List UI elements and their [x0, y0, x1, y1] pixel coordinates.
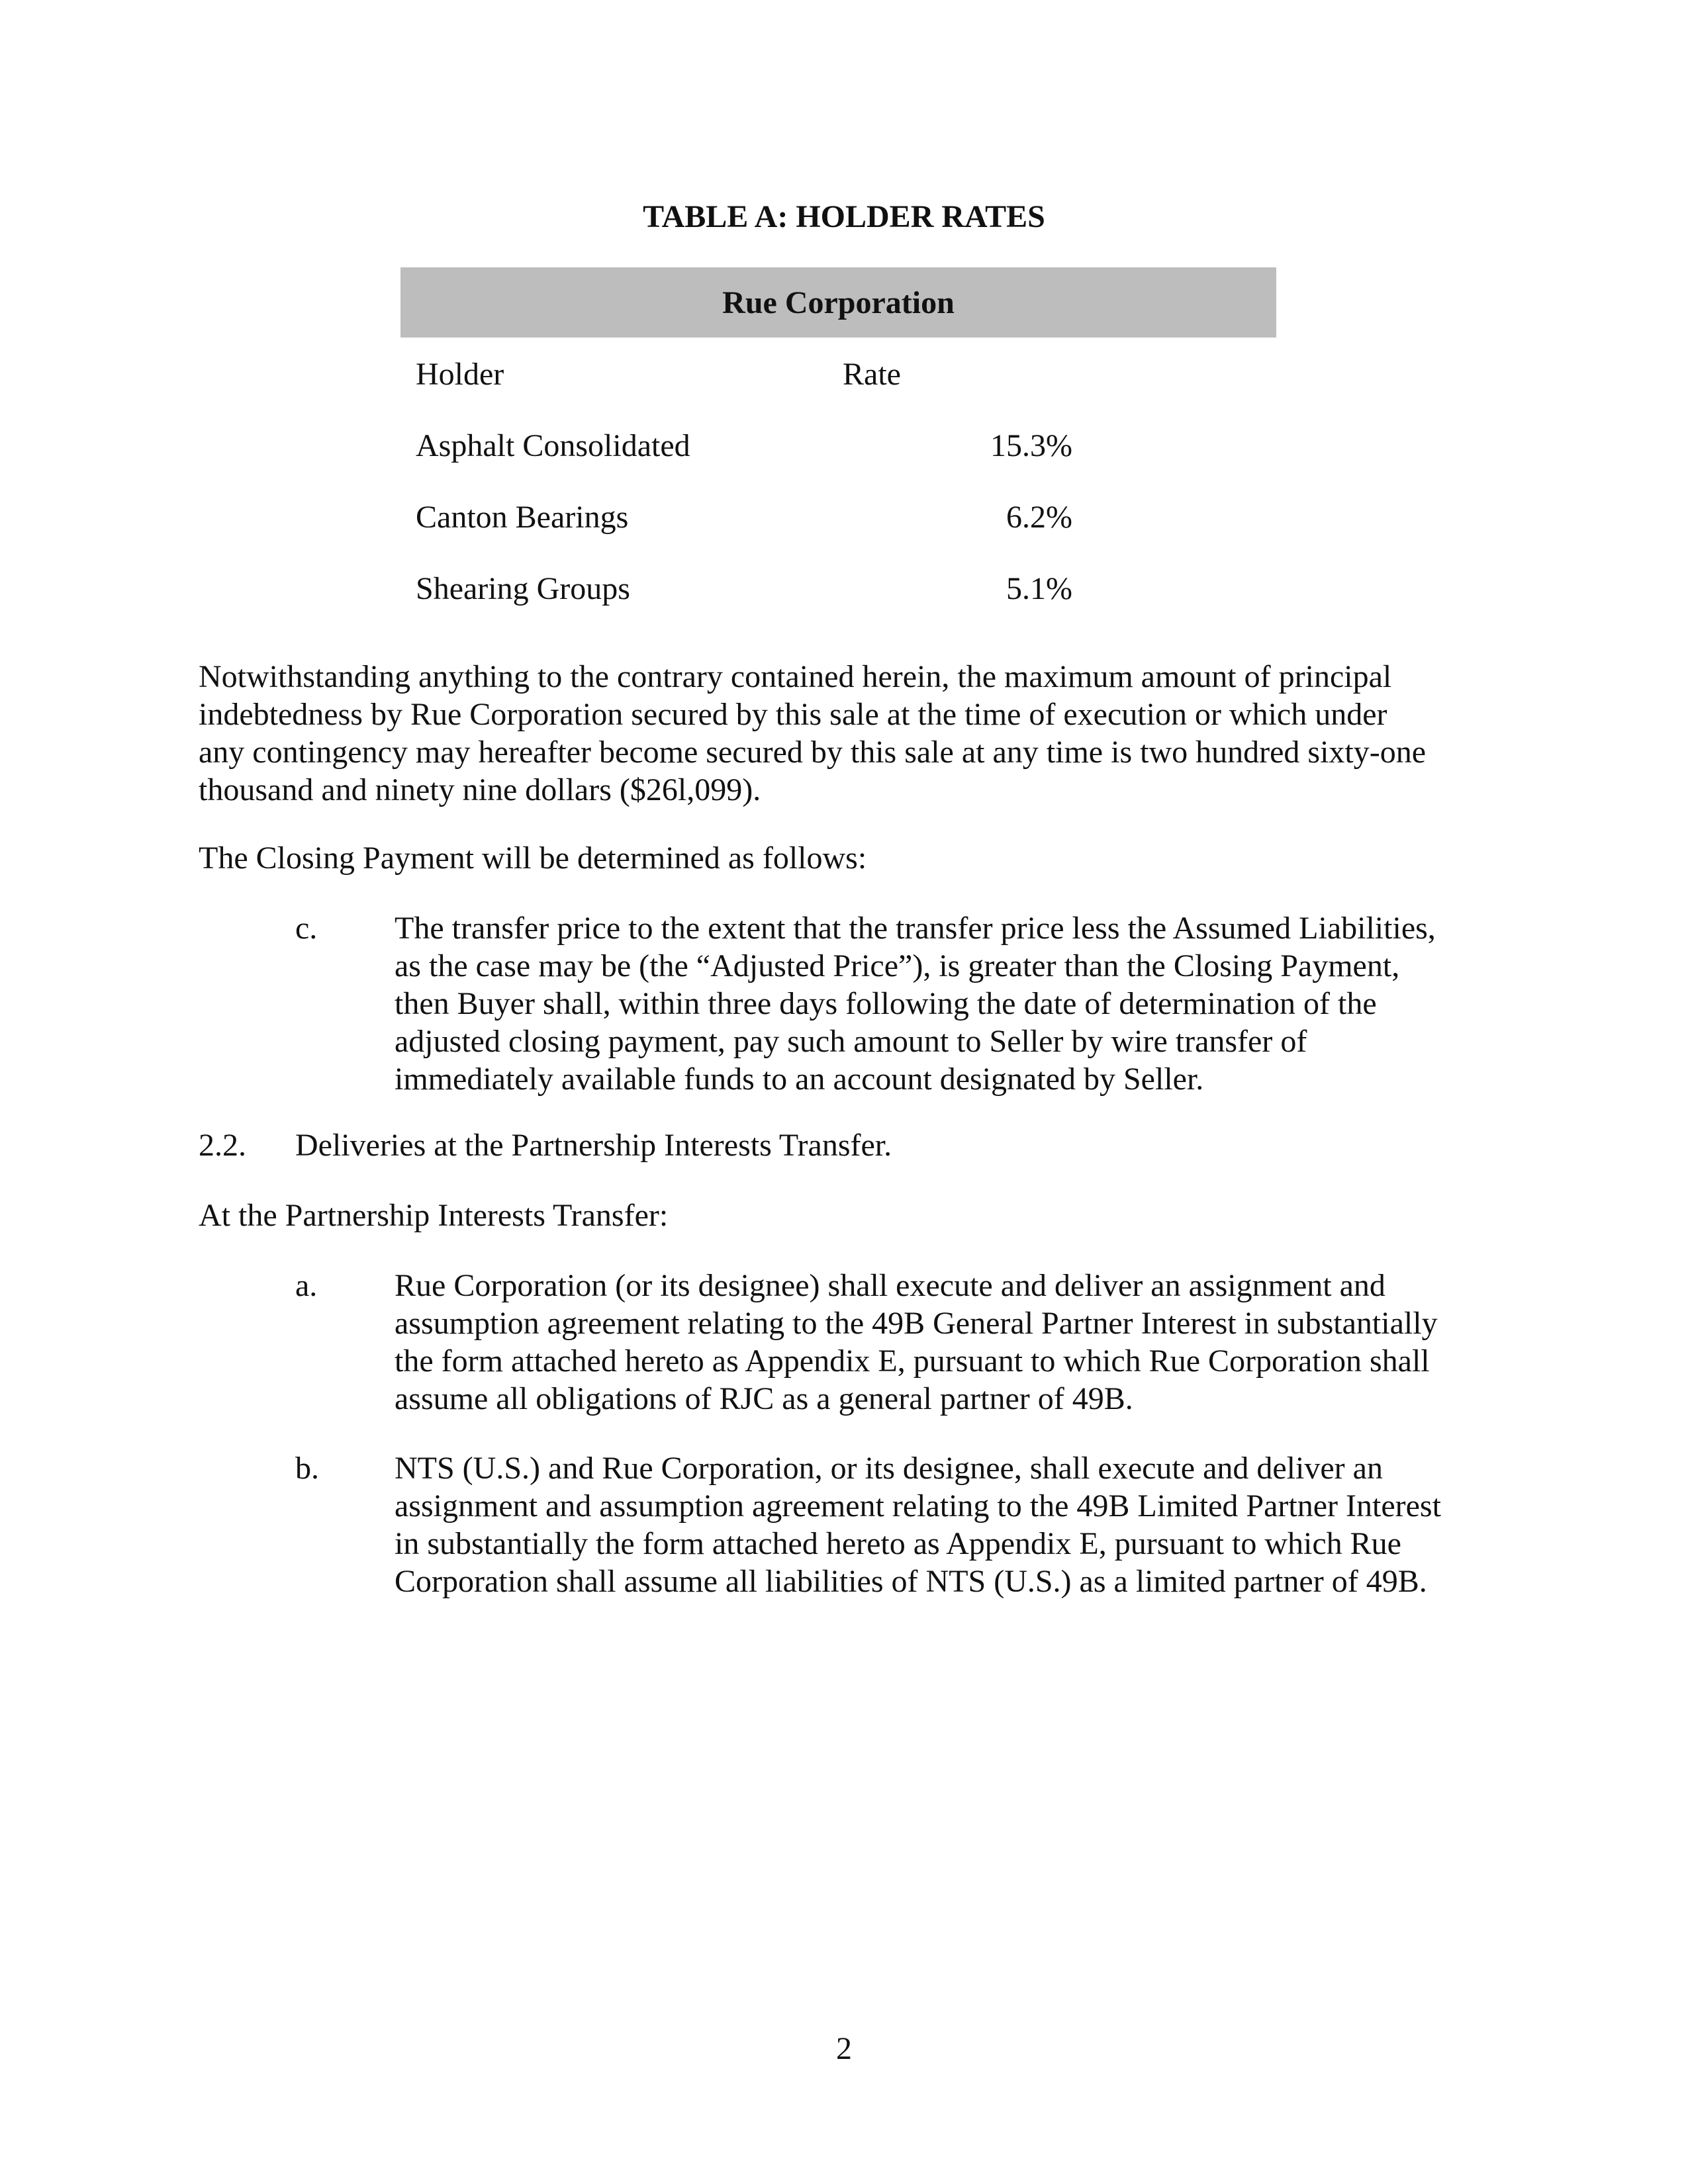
section-number: 2.2. — [199, 1128, 246, 1163]
rate-cell: 15.3% — [990, 428, 1072, 463]
list-item-body — [395, 1449, 1441, 1600]
paragraph-closing-payment — [199, 839, 1496, 877]
list-item-body — [395, 1267, 1438, 1418]
table-header-label: Rue Corporation — [722, 285, 955, 320]
table-row — [400, 552, 1276, 623]
list-marker: c. — [295, 911, 318, 946]
paragraph-line: any contingency may hereafter become secured by this sale at any time is two hundred sixty-one — [199, 735, 1427, 770]
list-line: The transfer price to the extent that the transfer price less the Assumed Liabilities, — [395, 911, 1436, 946]
list-line: adjusted closing payment, pay such amount to Seller by wire transfer of — [395, 1024, 1307, 1059]
holder-cell: Canton Bearings — [416, 500, 629, 535]
paragraph-line: indebtedness by Rue Corporation secured by this sale at the time of execution or which under — [199, 697, 1387, 732]
column-header-rate: Rate — [843, 357, 901, 392]
paragraph-line: thousand and ninety nine dollars ($26l,099). — [199, 772, 761, 807]
list-line: the form attached hereto as Appendix E, pursuant to which Rue Corporation shall — [395, 1343, 1430, 1379]
list-line: in substantially the form attached hereto as Appendix E, pursuant to which Rue — [395, 1526, 1401, 1561]
table-column-headers — [400, 338, 1276, 409]
list-line: as the case may be (the “Adjusted Price”), is greater than the Closing Payment, — [395, 948, 1400, 983]
list-marker: b. — [295, 1451, 319, 1486]
list-line: assumption agreement relating to the 49B General Partner Interest in substantially — [395, 1306, 1438, 1341]
table-row — [400, 409, 1276, 480]
list-line: NTS (U.S.) and Rue Corporation, or its designee, shall execute and deliver an — [395, 1451, 1383, 1486]
paragraph-line: Notwithstanding anything to the contrary contained herein, the maximum amount of principal — [199, 659, 1392, 694]
table-header-band — [400, 267, 1276, 338]
paragraph-at-transfer — [199, 1197, 1496, 1234]
list-line: immediately available funds to an account designated by Seller. — [395, 1062, 1204, 1097]
paragraph-indebtedness — [199, 658, 1496, 809]
paragraph-line: At the Partnership Interests Transfer: — [199, 1198, 669, 1233]
table-title: TABLE A: HOLDER RATES — [643, 199, 1045, 234]
list-line: Corporation shall assume all liabilities of NTS (U.S.) as a limited partner of 49B. — [395, 1564, 1427, 1599]
holder-cell: Asphalt Consolidated — [416, 428, 690, 463]
page-number: 2 — [836, 2031, 852, 2066]
list-marker: a. — [295, 1268, 318, 1303]
list-line: assume all obligations of RJC as a general partner of 49B. — [395, 1381, 1133, 1416]
column-header-holder: Holder — [416, 357, 504, 392]
rate-cell: 6.2% — [1006, 500, 1072, 535]
section-title: Deliveries at the Partnership Interests Transfer. — [295, 1128, 892, 1163]
holder-rates-table — [400, 267, 1276, 623]
table-row — [400, 480, 1276, 552]
paragraph-line: The Closing Payment will be determined as follows: — [199, 841, 867, 876]
holder-cell: Shearing Groups — [416, 571, 630, 606]
list-line: then Buyer shall, within three days following the date of determination of the — [395, 986, 1377, 1021]
list-line: assignment and assumption agreement relating to the 49B Limited Partner Interest — [395, 1488, 1441, 1524]
rate-cell: 5.1% — [1006, 571, 1072, 606]
list-item-body — [395, 909, 1436, 1098]
list-line: Rue Corporation (or its designee) shall execute and deliver an assignment and — [395, 1268, 1385, 1303]
